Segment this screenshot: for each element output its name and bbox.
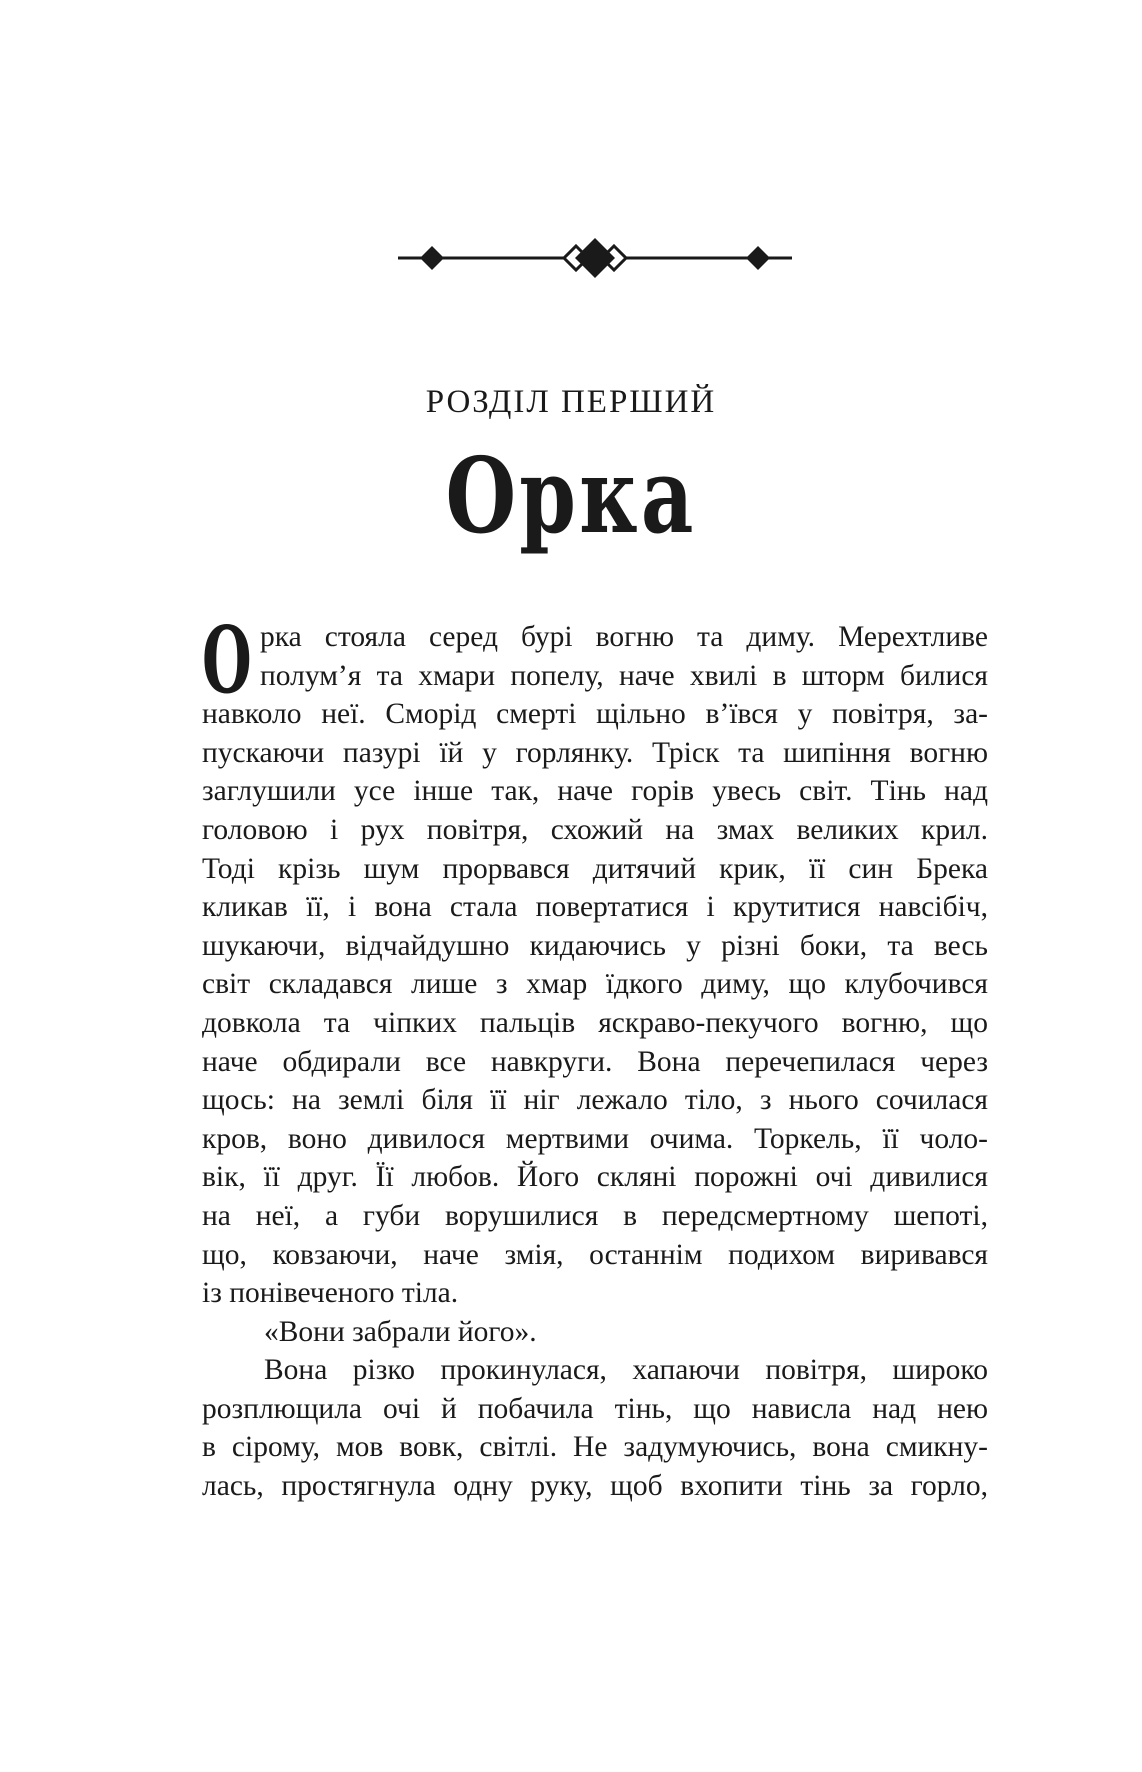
- text-line: лась, простягнула одну руку, щоб вхопити тінь за горло,: [202, 1470, 988, 1503]
- text-line: рка стояла серед бурі вогню та диму. Мерехтливе: [260, 621, 988, 653]
- text-line: головою і рух повітря, схожий на змах великих крил.: [202, 813, 988, 846]
- chapter-ornament: [398, 238, 792, 278]
- text-line: «Вони забрали його».: [264, 1315, 537, 1348]
- chapter-title: Орка: [445, 434, 697, 557]
- text-line: заглушили усе інше так, наче горів увесь світ. Тінь над: [202, 775, 988, 808]
- text-line: кров, воно дивилося мертвими очима. Торкель, її чоло-: [202, 1122, 988, 1155]
- text-line: світ складався лише з хмар їдкого диму, що клубочився: [202, 968, 988, 1001]
- text-line: пускаючи пазурі їй у горлянку. Тріск та шипіння вогню: [202, 736, 988, 769]
- body-text: [202, 606, 988, 1506]
- chapter-label: РОЗДІЛ ПЕРШИЙ: [425, 384, 717, 420]
- text-line: на неї, а губи ворушилися в передсмертному шепоті,: [202, 1199, 988, 1232]
- text-line: в сірому, мов вовк, світлі. Не задумуючись, вона смикну-: [202, 1431, 988, 1464]
- text-line: кликав її, і вона стала повертатися і крутитися навсібіч,: [202, 891, 988, 924]
- text-line: наче обдирали все навкруги. Вона перечепилася через: [202, 1045, 988, 1078]
- text-line: полум’я та хмари попелу, наче хвилі в шторм билися: [260, 659, 988, 692]
- text-line: довкола та чіпких пальців яскраво-пекучого вогню, що: [202, 1006, 988, 1039]
- text-line: із понівеченого тіла.: [202, 1277, 459, 1310]
- text-line: навколо неї. Сморід смерті щільно в’ївся у повітря, за-: [202, 698, 988, 731]
- ornament-center-diamond: [575, 238, 615, 278]
- ornament-left-diamond: [420, 246, 444, 270]
- text-line: що, ковзаючи, наче змія, останнім подихом виривався: [202, 1238, 988, 1271]
- text-line: Тоді крізь шум прорвався дитячий крик, її син Брека: [202, 852, 988, 885]
- text-line: Вона різко прокинулася, хапаючи повітря, широко: [264, 1354, 988, 1387]
- text-line: вік, її друг. Її любов. Його скляні порожні очі дивилися: [202, 1161, 988, 1194]
- text-line: розплющила очі й побачила тінь, що нависла над нею: [202, 1392, 988, 1425]
- drop-cap: О: [202, 606, 252, 714]
- text-line: щось: на землі біля її ніг лежало тіло, з нього сочилася: [202, 1084, 988, 1117]
- ornament-right-diamond: [746, 246, 770, 270]
- text-line: шукаючи, відчайдушно кидаючись у різні боки, та весь: [202, 929, 988, 962]
